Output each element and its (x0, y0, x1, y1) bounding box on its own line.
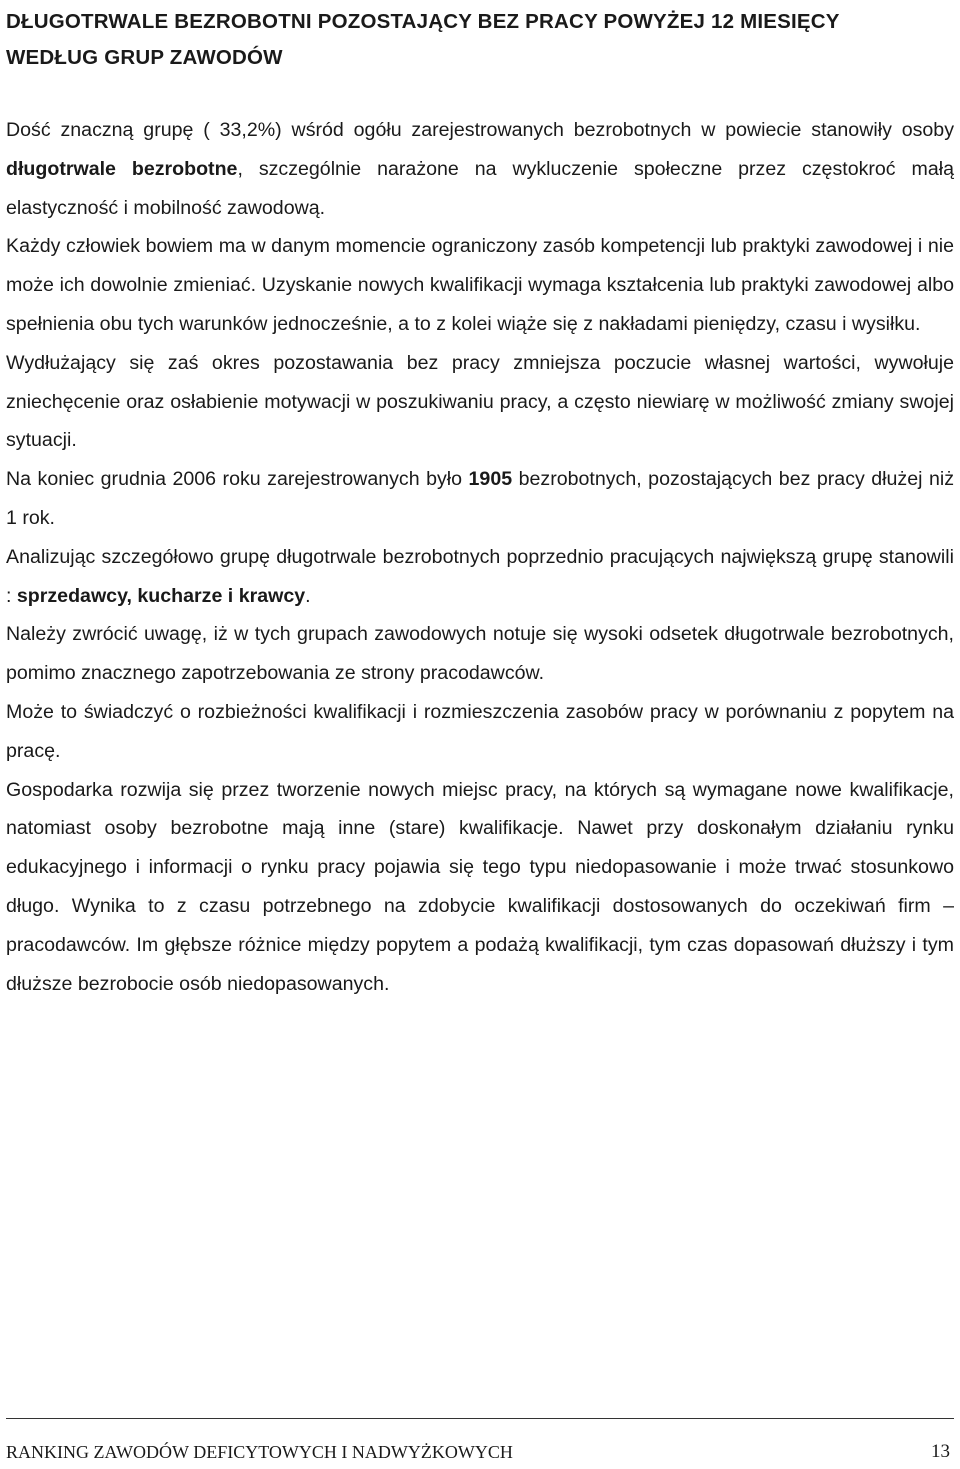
body-text (6, 111, 954, 1003)
paragraph-4-count: 1905 (468, 468, 513, 491)
paragraph-2: Każdy człowiek bowiem ma w danym momencie ograniczony zasób kompetencji lub praktyki zawodowej i nie może ich dowolnie zmieniać. Uzyskanie nowych kwalifikacji wymaga kształcenia lub praktyki zawodowej albo spełnienia obu tych warunków jednocześnie, a to z kolei wiąże się z nakładami pieniędzy, czasu i wysiłku. (6, 235, 954, 335)
page-title (6, 4, 954, 76)
paragraph-8: Gospodarka rozwija się przez tworzenie nowych miejsc pracy, na których są wymagane nowe kwalifikacje, natomiast osoby bezrobotne mają inne (stare) kwalifikacje. Nawet przy doskonałym działaniu rynku edukacyjnego i informacji o rynku pracy pojawia się tego typu niedopasowanie i może trwać stosunkowo długo. Wynika to z czasu potrzebnego na zdobycie kwalifikacji dostosowanych do oczekiwań firm – pracodawców. Im głębsze różnice między popytem a podażą kwalifikacji, tym czas dopasowań dłuższy i tym dłuższe bezrobocie osób niedopasowanych. (6, 778, 954, 995)
paragraph-6: Należy zwrócić uwagę, iż w tych grupach zawodowych notuje się wysoki odsetek długotrwale bezrobotnych, pomimo znacznego zapotrzebowania ze strony pracodawców. (6, 623, 954, 685)
paragraph-3: Wydłużający się zaś okres pozostawania bez pracy zmniejsza poczucie własnej wartości, wywołuje zniechęcenie oraz osłabienie motywacji w poszukiwaniu pracy, a często niewiarę w możliwość zmiany swojej sytuacji. (6, 351, 954, 452)
paragraph-4-text-a: Na koniec grudnia 2006 roku zarejestrowanych było (6, 468, 469, 491)
paragraph-4 (6, 460, 954, 538)
paragraph-5-emphasis: sprzedawcy, kucharze i krawcy (16, 584, 306, 607)
paragraph-1 (6, 111, 954, 227)
paragraph-5-text-a: Analizując szczegółowo grupę długotrwale bezrobotnych poprzednio pracujących największą grupę stanowili : (6, 545, 954, 607)
paragraph-1-text-a: Dość znaczną grupę ( 33,2%) wśród ogółu zarejestrowanych bezrobotnych w powiecie stanowiły osoby (6, 119, 954, 141)
paragraph-5 (6, 538, 954, 616)
page-title-line-1: DŁUGOTRWALE BEZROBOTNI POZOSTAJĄCY BEZ PRACY POWYŻEJ 12 MIESIĘCY (6, 10, 840, 33)
paragraph-4-text-c: bezrobotnych, pozostających bez pracy dłużej niż 1 rok. (6, 468, 954, 529)
paragraph-5-text-c: . (305, 584, 311, 607)
footer-report-title: RANKING ZAWODÓW DEFICYTOWYCH I NADWYŻKOWYCH (6, 1442, 513, 1462)
paragraph-1-emphasis: długotrwale bezrobotne (6, 157, 238, 180)
paragraph-1-text-c: , szczególnie narażone na wykluczenie społeczne przez częstokroć małą elastyczność i mobilność zawodową. (6, 157, 954, 219)
page-number: 13 (931, 1441, 950, 1462)
page-title-line-2: WEDŁUG GRUP ZAWODÓW (6, 46, 283, 69)
paragraph-7: Może to świadczyć o rozbieżności kwalifikacji i rozmieszczenia zasobów pracy w porównaniu z popytem na pracę. (6, 700, 954, 762)
page-footer (6, 1418, 954, 1464)
